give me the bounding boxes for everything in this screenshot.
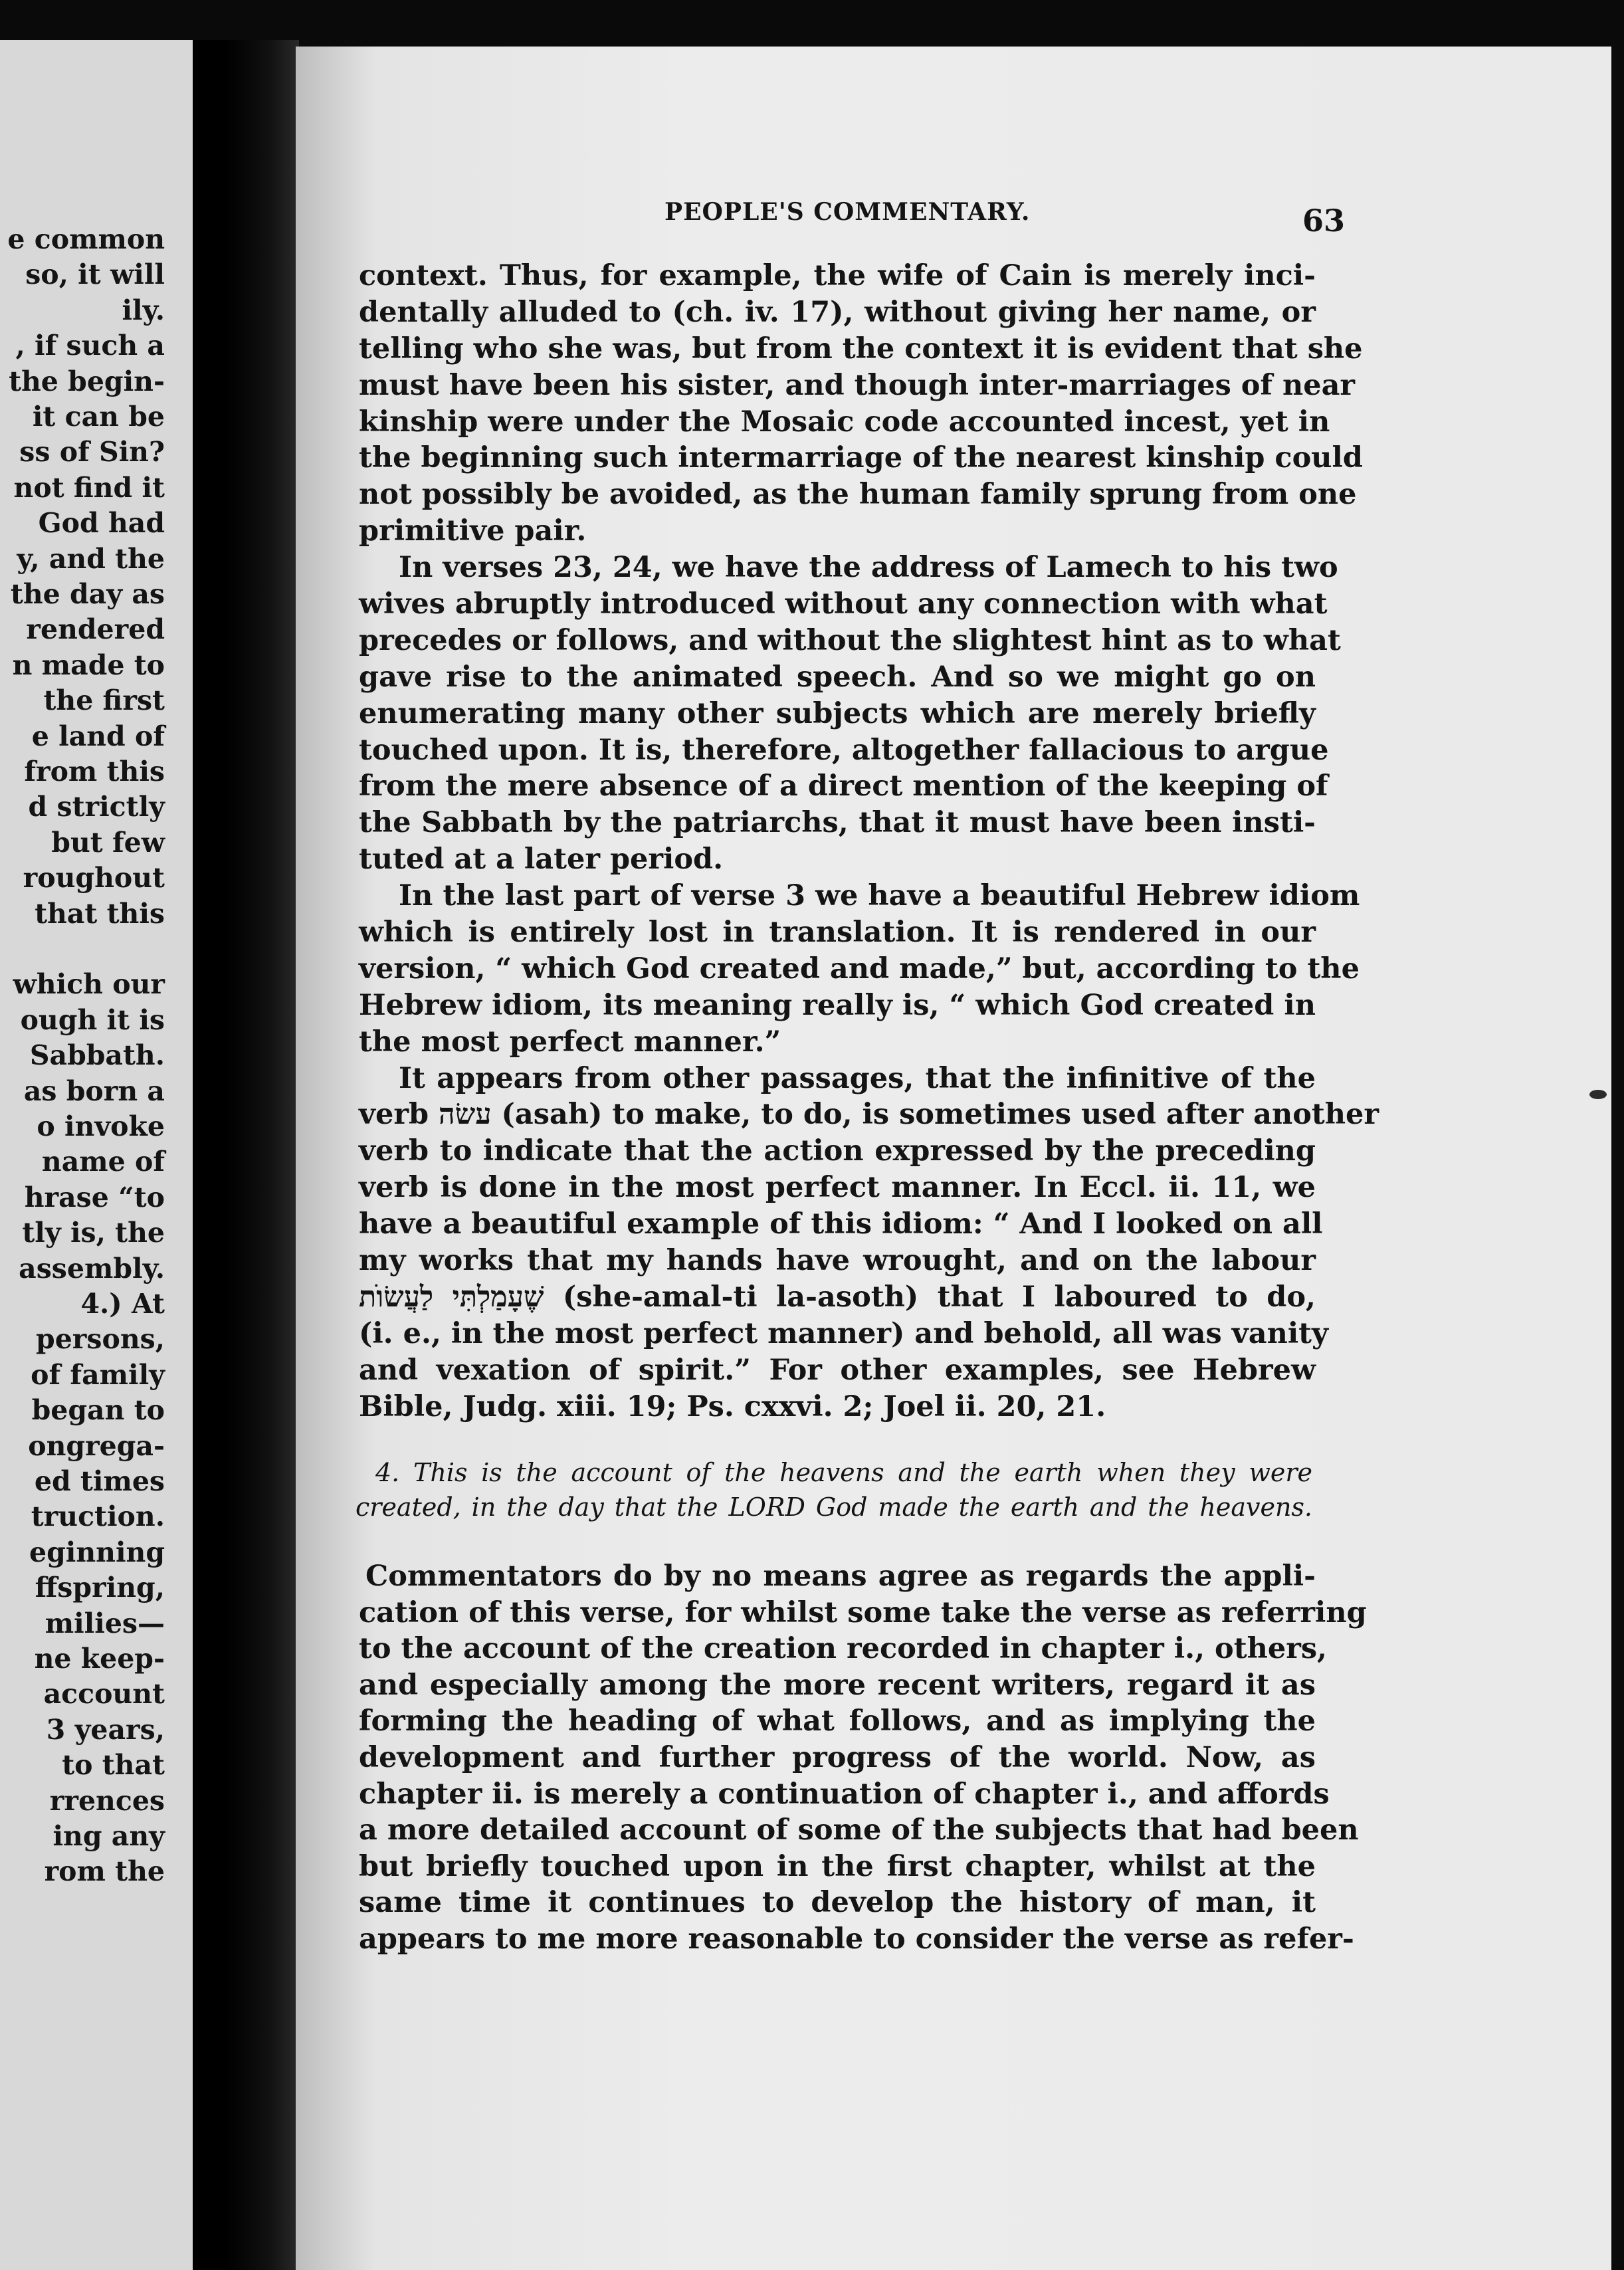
running-head: PEOPLE'S COMMENTARY. xyxy=(664,198,1031,226)
left-page-line: ss of Sin? xyxy=(19,436,165,468)
commentary-line: same time it continues to develop the history of man, it xyxy=(359,1886,1316,1920)
left-page-line: assembly. xyxy=(19,1252,165,1285)
body-line: שֶׁעָמַלְתִּי לַעֲשׂוֺת (she-amal-ti la-asoth) that I laboured to do, xyxy=(359,1280,1316,1314)
body-line: Bible, Judg. xiii. 19; Ps. cxxvi. 2; Joel ii. 20, 21. xyxy=(359,1390,1106,1423)
commentary-line: forming the heading of what follows, and as implying the xyxy=(359,1704,1316,1738)
left-page-line: ongrega- xyxy=(28,1429,165,1462)
body-line: enumerating many other subjects which are merely briefly xyxy=(359,696,1316,730)
left-page-line: ne keep- xyxy=(34,1643,165,1675)
left-page-line: as born a xyxy=(23,1075,165,1107)
body-line: dentally alluded to (ch. iv. 17), without giving her name, or xyxy=(359,295,1316,329)
left-page-line: ed times xyxy=(34,1465,165,1497)
commentary-text xyxy=(359,1558,1367,1958)
left-page-line: n made to xyxy=(12,649,165,681)
body-line: not possibly be avoided, as the human family sprung from one xyxy=(359,478,1357,512)
left-page-line: so, it will xyxy=(25,258,165,291)
commentary-line: but briefly touched upon in the first chapter, whilst at the xyxy=(359,1849,1316,1883)
left-page-line: 3 years, xyxy=(46,1713,165,1746)
body-line: It appears from other passages, that the infinitive of the xyxy=(399,1061,1316,1095)
body-line: verb to indicate that the action expressed by the preceding xyxy=(359,1134,1316,1168)
body-line: wives abruptly introduced without any connection with what xyxy=(359,587,1328,621)
left-page-line: e common xyxy=(7,223,165,255)
commentary-line: and especially among the more recent writers, regard it as xyxy=(359,1668,1316,1702)
body-line: touched upon. It is, therefore, altogether fallacious to argue xyxy=(359,733,1329,767)
body-line: In verses 23, 24, we have the address of Lamech to his two xyxy=(399,551,1338,585)
left-page-line: account xyxy=(43,1678,165,1710)
left-page-line: the day as xyxy=(10,578,165,610)
body-line: gave rise to the animated speech. And so we might go on xyxy=(359,660,1316,694)
left-page-line: , if such a xyxy=(15,330,165,362)
body-line: have a beautiful example of this idiom: “ And I looked on all xyxy=(359,1207,1323,1241)
body-text xyxy=(359,258,1379,1425)
left-page-line: which our xyxy=(13,968,165,1001)
body-line: the most perfect manner.” xyxy=(359,1025,781,1059)
body-line: Hebrew idiom, its meaning really is, “ which God created in xyxy=(359,988,1316,1022)
body-line: verb is done in the most perfect manner. In Eccl. ii. 11, we xyxy=(359,1171,1316,1205)
left-page-line: eginning xyxy=(29,1536,165,1568)
left-page-line: from this xyxy=(24,756,165,787)
body-line: telling who she was, but from the context it is evident that she xyxy=(359,332,1363,365)
left-page-line: roughout xyxy=(23,862,165,894)
left-page-line: began to xyxy=(31,1394,165,1427)
commentary-line: to the account of the creation recorded in chapter i., others, xyxy=(359,1632,1328,1666)
body-line: primitive pair. xyxy=(359,514,587,548)
left-page-line: milies— xyxy=(45,1607,165,1639)
body-line: (i. e., in the most perfect manner) and behold, all was vanity xyxy=(359,1316,1329,1350)
left-page-line: 4.) At xyxy=(80,1288,165,1320)
body-line: kinship were under the Mosaic code accounted incest, yet in xyxy=(359,405,1330,439)
left-page-line: not find it xyxy=(13,471,165,504)
body-line: from the mere absence of a direct mention of the keeping of xyxy=(359,770,1328,803)
left-page-line: truction. xyxy=(31,1500,165,1533)
left-page-line: ough it is xyxy=(20,1003,165,1036)
left-page-line: name of xyxy=(41,1146,165,1178)
left-page-line: of family xyxy=(31,1358,165,1391)
left-page xyxy=(0,40,226,2270)
left-page-line: but few xyxy=(51,826,165,859)
commentary-line: chapter ii. is merely a continuation of chapter i., and affords xyxy=(359,1777,1330,1811)
verse-line: 4. This is the account of the heavens and the earth when they were xyxy=(375,1458,1312,1487)
body-line: my works that my hands have wrought, and on the labour xyxy=(359,1244,1316,1278)
left-page-line: rom the xyxy=(44,1855,165,1888)
body-line: must have been his sister, and though inter-marriages of near xyxy=(359,368,1356,402)
left-page-line: persons, xyxy=(36,1323,165,1356)
commentary-line: appears to me more reasonable to consider the verse as refer- xyxy=(359,1922,1354,1956)
left-page-line: Sabbath. xyxy=(29,1039,165,1072)
left-page-line: God had xyxy=(38,507,165,540)
commentary-line: Commentators do by no means agree as regards the appli- xyxy=(365,1560,1316,1593)
left-page-line: ing any xyxy=(52,1820,165,1852)
left-page-line: rrences xyxy=(49,1784,165,1817)
page-speck xyxy=(1589,1090,1607,1099)
body-line: the Sabbath by the patriarchs, that it must have been insti- xyxy=(359,806,1316,840)
left-page-line: hrase “to xyxy=(24,1181,165,1213)
left-page-line: it can be xyxy=(32,401,165,433)
body-line: which is entirely lost in translation. It is rendered in our xyxy=(359,916,1316,950)
left-page-line: d strictly xyxy=(28,791,165,823)
left-page-line: that this xyxy=(35,897,165,930)
scripture-verse xyxy=(355,1455,1312,1524)
body-line: context. Thus, for example, the wife of Cain is merely inci- xyxy=(359,259,1316,292)
left-page-line: y, and the xyxy=(17,542,165,575)
commentary-line: cation of this verse, for whilst some take the verse as referring xyxy=(359,1596,1367,1629)
left-page-line: tly is, the xyxy=(22,1217,165,1249)
page-number: 63 xyxy=(1302,203,1346,239)
left-page-line: to that xyxy=(62,1749,165,1782)
left-page-line: ily. xyxy=(122,294,165,326)
left-page-line: ffspring, xyxy=(35,1572,165,1604)
body-line: verb עשׂה (asah) to make, to do, is sometimes used after another xyxy=(359,1098,1379,1132)
verse-line: created, in the day that the LORD God made the earth and the heavens. xyxy=(355,1493,1312,1522)
body-line: precedes or follows, and without the slightest hint as to what xyxy=(359,623,1341,657)
commentary-line: development and further progress of the world. Now, as xyxy=(359,1740,1316,1774)
body-line: In the last part of verse 3 we have a beautiful Hebrew idiom xyxy=(399,879,1360,913)
gutter-shadow xyxy=(226,40,299,2270)
left-page-line: the first xyxy=(43,684,165,717)
left-page-line: rendered xyxy=(26,613,165,646)
body-line: version, “ which God created and made,” but, according to the xyxy=(359,952,1360,985)
left-page-line: the begin- xyxy=(9,365,165,397)
body-line: and vexation of spirit.” For other examples, see Hebrew xyxy=(359,1353,1316,1387)
body-line: the beginning such intermarriage of the nearest kinship could xyxy=(359,441,1363,475)
body-line: tuted at a later period. xyxy=(359,843,724,877)
left-page-line: o invoke xyxy=(37,1110,165,1142)
left-page-line: e land of xyxy=(31,720,165,752)
commentary-line: a more detailed account of some of the subjects that had been xyxy=(359,1813,1359,1847)
